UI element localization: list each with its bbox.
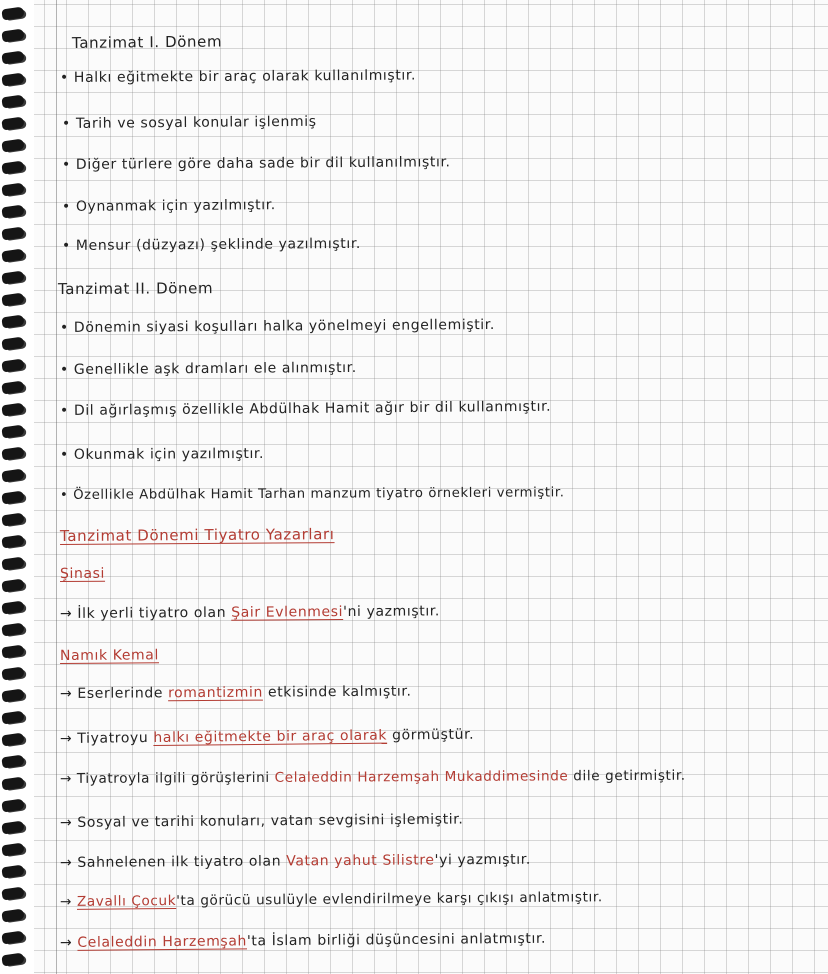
note-text: → Sosyal ve tarihi konuları, vatan sevgisini işlemiştir. xyxy=(59,811,464,831)
binding-ring xyxy=(1,755,24,769)
note-text: 'yi yazmıştır. xyxy=(434,851,531,869)
binding-ring xyxy=(1,271,24,285)
note-line xyxy=(72,32,222,52)
note-text: → İlk yerli tiyatro olan xyxy=(59,604,232,622)
binding-ring xyxy=(1,887,24,901)
binding-ring xyxy=(1,711,24,725)
highlighted-text: romantizmin xyxy=(168,684,263,702)
note-text: → xyxy=(59,893,77,910)
binding-ring xyxy=(1,689,24,703)
binding-ring xyxy=(1,73,24,87)
highlighted-text: Şair Evlenmesi xyxy=(231,604,344,621)
note-line xyxy=(60,566,105,582)
highlighted-text: Celaleddin Harzemşah xyxy=(77,933,248,951)
binding-ring xyxy=(1,7,24,21)
note-line xyxy=(62,197,276,215)
binding-ring xyxy=(1,425,24,439)
margin-line xyxy=(56,0,57,974)
highlighted-text: Tanzimat Dönemi Tiyatro Yazarları xyxy=(59,525,335,545)
binding-ring xyxy=(1,447,24,461)
binding-ring xyxy=(1,95,24,109)
note-line xyxy=(60,684,412,702)
highlighted-text: Şinasi xyxy=(59,565,106,582)
binding-ring xyxy=(1,513,24,527)
note-text: → Eserlerinde xyxy=(59,685,169,702)
binding-ring xyxy=(1,491,24,505)
binding-ring xyxy=(1,293,24,307)
note-line xyxy=(60,446,264,463)
highlighted-text: Namık Kemal xyxy=(59,647,160,664)
binding-ring xyxy=(1,843,24,857)
binding-ring xyxy=(1,865,24,879)
binding-ring xyxy=(1,117,24,131)
note-text: etkisinde kalmıştır. xyxy=(262,683,412,701)
binding-ring xyxy=(1,777,24,791)
note-line xyxy=(60,317,495,336)
note-line xyxy=(62,154,451,173)
highlighted-text: Vatan yahut Silistre xyxy=(286,852,435,870)
binding-ring xyxy=(1,799,24,813)
binding-ring xyxy=(1,51,24,65)
note-line xyxy=(60,68,416,86)
note-text: dile getirmiştir. xyxy=(568,767,686,785)
binding-ring xyxy=(1,249,24,263)
binding-ring xyxy=(1,139,24,153)
note-text: • Oynanmak için yazılmıştır. xyxy=(61,197,276,215)
binding-ring xyxy=(1,931,24,945)
note-text: • Özellikle Abdülhak Hamit Tarhan manzum tiyatro örnekleri vermiştir. xyxy=(59,485,565,503)
binding-ring xyxy=(1,535,24,549)
binding-ring xyxy=(1,337,24,351)
note-line xyxy=(60,360,357,378)
spiral-binding xyxy=(0,0,34,974)
binding-ring xyxy=(1,953,24,967)
note-text: • Dönemin siyasi koşulları halka yönelmeyi engellemiştir. xyxy=(59,316,495,336)
note-line xyxy=(60,852,531,871)
binding-ring xyxy=(1,623,24,637)
binding-ring xyxy=(1,183,24,197)
note-text: 'ta görücü usulüyle evlendirilmeye karşı çıkışı anlatmıştır. xyxy=(176,889,603,909)
note-text: görmüştür. xyxy=(386,726,475,744)
note-line xyxy=(60,647,159,664)
note-line xyxy=(60,485,565,503)
note-line xyxy=(60,768,686,787)
note-text: Tanzimat II. Dönem xyxy=(57,279,214,298)
note-line xyxy=(60,603,440,622)
binding-ring xyxy=(1,359,24,373)
note-line xyxy=(58,279,213,298)
binding-ring xyxy=(1,733,24,747)
binding-ring xyxy=(1,557,24,571)
note-text: Tanzimat I. Dönem xyxy=(71,32,223,52)
binding-ring xyxy=(1,469,24,483)
highlighted-text: halkı eğitmekte bir araç olarak xyxy=(153,727,388,747)
binding-ring xyxy=(1,315,24,329)
note-text: → xyxy=(59,934,78,951)
binding-ring xyxy=(1,403,24,417)
note-text: • Okunmak için yazılmıştır. xyxy=(59,445,265,463)
note-text: → Tiyatroyla ilgili görüşlerini xyxy=(59,769,275,787)
binding-ring xyxy=(1,381,24,395)
binding-ring xyxy=(1,205,24,219)
note-text: 'ni yazmıştır. xyxy=(343,603,440,621)
binding-ring xyxy=(1,645,24,659)
note-line xyxy=(60,525,335,545)
binding-ring xyxy=(1,579,24,593)
binding-ring xyxy=(1,161,24,175)
note-text: • Mensur (düzyazı) şeklinde yazılmıştır. xyxy=(61,235,362,254)
binding-ring xyxy=(1,227,24,241)
binding-ring xyxy=(1,821,24,835)
note-line xyxy=(62,236,361,254)
note-text: • Tarih ve sosyal konular işlenmiş xyxy=(61,113,317,132)
note-text: • Diğer türlere göre daha sade bir dil kullanılmıştır. xyxy=(61,154,451,173)
binding-ring xyxy=(1,601,24,615)
highlighted-text: Celaleddin Harzemşah Mukaddimesinde xyxy=(274,768,569,786)
highlighted-text: Zavallı Çocuk xyxy=(76,892,177,910)
note-text: → Sahnelenen ilk tiyatro olan xyxy=(59,853,287,871)
binding-ring xyxy=(1,29,24,43)
note-line xyxy=(62,114,317,132)
binding-ring xyxy=(1,667,24,681)
note-text: 'ta İslam birliği düşüncesini anlatmıştır. xyxy=(246,930,547,950)
note-text: • Genellikle aşk dramları ele alınmıştır. xyxy=(59,359,357,378)
note-text: → Tiyatroyu xyxy=(59,730,154,747)
binding-ring xyxy=(1,909,24,923)
note-text: • Halkı eğitmekte bir araç olarak kullanılmıştır. xyxy=(59,67,417,86)
note-text: • Dil ağırlaşmış özellikle Abdülhak Hamit ağır bir dil kullanmıştır. xyxy=(59,398,552,419)
